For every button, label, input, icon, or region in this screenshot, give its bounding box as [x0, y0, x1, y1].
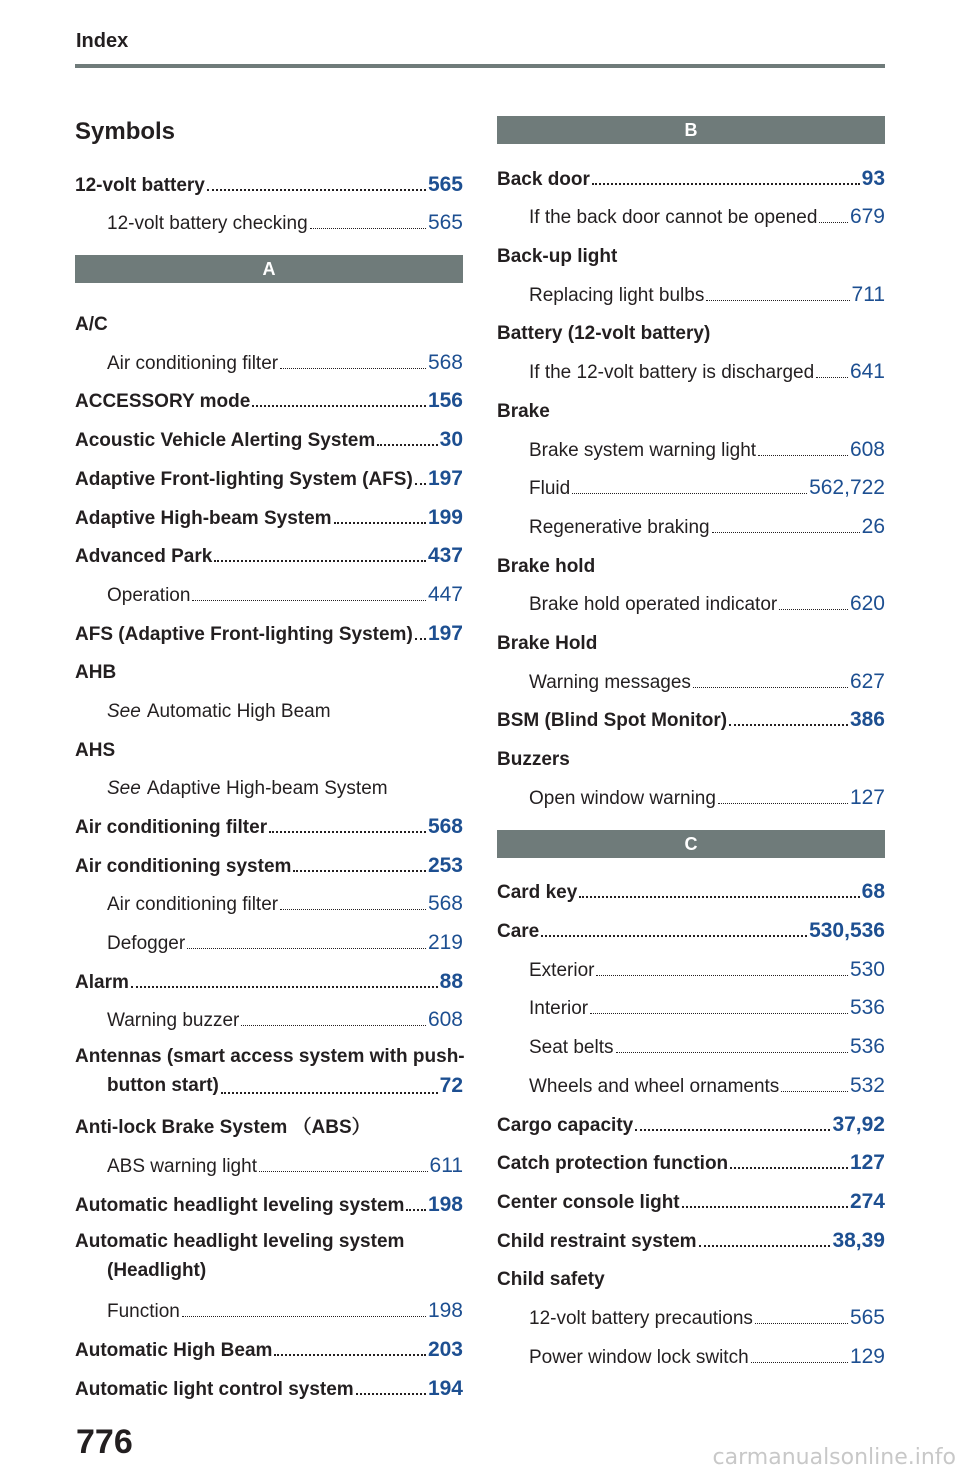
entry-term: AHB	[75, 662, 117, 684]
page-number: 776	[76, 1423, 133, 1461]
entry-page-link[interactable]: 530	[849, 957, 885, 981]
index-entry	[497, 500, 885, 539]
dot-leader	[730, 1167, 848, 1169]
a-entries	[75, 297, 463, 1400]
dot-leader	[280, 909, 426, 910]
index-entry	[497, 1020, 885, 1059]
entry-term: Advanced Park	[75, 546, 213, 568]
watermark: carmanualsonline.info	[712, 1445, 956, 1470]
entry-page-link[interactable]: 608	[849, 437, 885, 461]
entry-page-link[interactable]: 536	[849, 996, 885, 1020]
entry-term: Adaptive Front-lighting System (AFS)	[75, 468, 413, 490]
entry-term: AHS	[75, 739, 116, 761]
index-entry	[75, 1139, 463, 1178]
entry-page-link[interactable]: 530,536	[809, 919, 885, 943]
entry-page-link[interactable]: 568	[427, 892, 463, 916]
entry-term: If the 12-volt battery is discharged	[529, 362, 815, 384]
dot-leader	[693, 687, 848, 688]
entry-page-link[interactable]: 93	[861, 166, 885, 190]
dot-leader	[729, 724, 848, 726]
entry-term: Alarm	[75, 971, 129, 993]
index-entry	[497, 152, 885, 191]
entry-page-link[interactable]: 219	[427, 931, 463, 955]
index-entry	[75, 375, 463, 414]
index-entry	[497, 578, 885, 617]
entry-term: A/C	[75, 314, 108, 336]
dot-leader	[182, 1316, 426, 1317]
dot-leader	[781, 1091, 848, 1092]
dot-leader	[406, 1209, 426, 1211]
entry-term: Brake Hold	[497, 632, 598, 654]
dot-leader	[779, 609, 848, 610]
see-reference: Automatic High Beam	[146, 700, 331, 722]
entry-term: 12-volt battery	[75, 174, 205, 196]
entry-page-link[interactable]: 565	[427, 172, 463, 196]
entry-term: Back-up light	[497, 246, 618, 268]
entry-page-link[interactable]: 386	[849, 708, 885, 732]
see-reference: Adaptive High-beam System	[146, 778, 388, 800]
dot-leader	[377, 444, 437, 446]
index-entry	[497, 384, 885, 423]
index-entry	[497, 539, 885, 578]
index-entry	[497, 345, 885, 384]
entry-term: Child safety	[497, 1269, 605, 1291]
dot-leader	[187, 948, 426, 949]
index-entry	[75, 1323, 463, 1362]
index-entry	[497, 694, 885, 733]
entry-term: AFS (Adaptive Front-lighting System)	[75, 623, 413, 645]
entry-term: Card key	[497, 882, 578, 904]
entry-page-link[interactable]: 562,722	[809, 476, 885, 500]
index-entry	[497, 655, 885, 694]
index-entry	[497, 1330, 885, 1369]
dot-leader	[706, 300, 849, 301]
entry-page-link[interactable]: 72	[439, 1074, 463, 1098]
entry-term: 12-volt battery checking	[107, 213, 308, 235]
entry-page-link[interactable]: 627	[849, 669, 885, 693]
see-label: See	[107, 700, 141, 722]
dot-leader	[192, 600, 426, 601]
index-entry	[75, 568, 463, 607]
entry-page-link[interactable]: 620	[849, 592, 885, 616]
entry-page-link[interactable]: 679	[849, 205, 885, 229]
index-entry	[75, 491, 463, 530]
entry-term: Buzzers	[497, 749, 570, 770]
index-entry	[75, 878, 463, 917]
entry-page-link[interactable]: 611	[429, 1153, 463, 1177]
index-entry	[497, 1214, 885, 1253]
entry-page-link[interactable]: 88	[439, 969, 463, 993]
entry-page-link[interactable]: 198	[427, 1192, 463, 1216]
index-entry	[497, 866, 885, 905]
dot-leader	[259, 1171, 428, 1172]
entry-term: Operation	[107, 584, 191, 606]
entry-term: Open window warning	[529, 787, 716, 809]
dot-leader	[590, 1013, 848, 1014]
entry-page-link[interactable]: 197	[427, 466, 463, 490]
entry-term: Interior	[529, 998, 589, 1020]
entry-term: Automatic High Beam	[75, 1339, 273, 1361]
entry-term: Brake system warning light	[529, 439, 757, 461]
entry-term: Automatic headlight leveling system	[75, 1230, 405, 1252]
page-header-title: Index	[76, 30, 129, 52]
dot-leader	[131, 986, 438, 988]
dot-leader	[269, 831, 426, 833]
index-entry	[75, 1032, 463, 1100]
entry-term: Warning messages	[529, 671, 691, 693]
entry-term: ABS warning light	[107, 1155, 257, 1177]
entry-term: Acoustic Vehicle Alerting System	[75, 430, 376, 452]
entry-page-link[interactable]: 253	[427, 853, 463, 877]
index-entry	[497, 191, 885, 230]
index-entry	[497, 1253, 885, 1292]
entry-term: Back door	[497, 168, 590, 190]
entry-term: Replacing light bulbs	[529, 284, 705, 306]
dot-leader	[596, 975, 847, 976]
entry-term: Anti-lock Brake System （ABS）	[75, 1117, 371, 1139]
entry-page-link[interactable]: 437	[427, 544, 463, 568]
symbols-entries	[75, 158, 463, 235]
letter-bar-c: C	[497, 830, 885, 858]
dot-leader	[592, 183, 860, 185]
dot-leader	[616, 1052, 848, 1053]
dot-leader	[572, 493, 807, 494]
header-rule	[75, 64, 885, 68]
dot-leader	[207, 189, 426, 191]
entry-term: Center console light	[497, 1191, 680, 1213]
entry-term: Battery (12-volt battery)	[497, 323, 711, 345]
index-entry	[497, 1059, 885, 1098]
index-entry	[497, 1175, 885, 1214]
entry-page-link[interactable]: 198	[427, 1299, 463, 1323]
entry-page-link[interactable]: 194	[427, 1376, 463, 1400]
entry-page-link[interactable]: 68	[861, 880, 885, 904]
dot-leader	[415, 638, 426, 640]
entry-page-link[interactable]: 447	[427, 582, 463, 606]
dot-leader	[280, 368, 426, 369]
entry-term: Warning buzzer	[107, 1010, 240, 1032]
index-entry	[497, 943, 885, 982]
dot-leader	[541, 935, 807, 937]
dot-leader	[415, 483, 426, 485]
entry-term: Brake	[497, 400, 550, 422]
dot-leader	[718, 803, 848, 804]
entry-page-link[interactable]: 711	[851, 282, 885, 306]
entry-page-link[interactable]: 129	[849, 1344, 885, 1368]
index-entry	[497, 904, 885, 943]
entry-term: Air conditioning system	[75, 855, 292, 877]
index-entry	[497, 307, 885, 346]
entry-page-link[interactable]: 127	[849, 1151, 885, 1175]
dot-leader	[816, 377, 848, 378]
index-entry	[497, 732, 885, 771]
dot-leader	[751, 1362, 848, 1363]
dot-leader	[310, 228, 426, 229]
index-entry	[497, 616, 885, 655]
entry-page-link[interactable]: 30	[439, 428, 463, 452]
dot-leader	[635, 1129, 830, 1131]
entry-term: Air conditioning filter	[75, 817, 268, 838]
dot-leader	[214, 560, 426, 562]
entry-term: Automatic light control system	[75, 1378, 354, 1400]
index-entry	[75, 1285, 463, 1324]
entry-term: Cargo capacity	[497, 1114, 634, 1136]
entry-term: Power window lock switch	[529, 1346, 749, 1368]
entry-term-continued: button start)	[107, 1075, 219, 1097]
index-entry	[75, 955, 463, 994]
entry-page-link[interactable]: 38,39	[832, 1228, 885, 1252]
letter-bar-a: A	[75, 255, 463, 283]
index-entry	[75, 684, 463, 723]
entry-page-link[interactable]: 608	[427, 1008, 463, 1032]
index-entry	[75, 1362, 463, 1401]
entry-term: Child restraint system	[497, 1230, 697, 1252]
index-entry	[75, 916, 463, 955]
dot-leader	[252, 405, 426, 407]
entry-term-continued: (Headlight)	[107, 1259, 207, 1281]
entry-page-link[interactable]: 568	[427, 815, 463, 838]
entry-term: Exterior	[529, 959, 595, 981]
index-entry	[497, 1098, 885, 1137]
entry-page-link[interactable]: 197	[427, 621, 463, 645]
entry-page-link[interactable]: 127	[849, 785, 885, 809]
entry-page-link[interactable]: 641	[849, 360, 885, 384]
dot-leader	[682, 1206, 848, 1208]
entry-term: Antennas (smart access system with push-	[75, 1046, 465, 1068]
entry-term: Regenerative braking	[529, 516, 710, 538]
dot-leader	[356, 1393, 426, 1395]
entry-term: Air conditioning filter	[107, 894, 279, 916]
entry-term: Air conditioning filter	[107, 352, 279, 374]
entry-page-link[interactable]: 26	[861, 514, 885, 538]
dot-leader	[758, 455, 848, 456]
index-entry	[497, 1137, 885, 1176]
entry-term: Fluid	[529, 478, 571, 500]
dot-leader	[579, 896, 859, 898]
index-entry	[75, 197, 463, 236]
dot-leader	[819, 222, 848, 223]
entry-page-link[interactable]: 565	[427, 211, 463, 235]
entry-page-link[interactable]: 199	[427, 505, 463, 529]
index-entry	[75, 994, 463, 1033]
dot-leader	[699, 1245, 831, 1247]
entry-page-link[interactable]: 203	[427, 1337, 463, 1361]
entry-term: Brake hold operated indicator	[529, 594, 778, 616]
index-entry	[75, 336, 463, 375]
index-entry	[75, 839, 463, 878]
entry-term: Automatic headlight leveling system	[75, 1194, 405, 1216]
index-entry	[75, 1178, 463, 1217]
see-label: See	[107, 778, 141, 800]
entry-term: Catch protection function	[497, 1153, 729, 1175]
dot-leader	[293, 870, 426, 872]
index-column-left	[75, 110, 463, 1401]
entry-page-link[interactable]: 532	[849, 1073, 885, 1097]
dot-leader	[241, 1025, 426, 1026]
dot-leader	[274, 1354, 426, 1356]
index-entry	[497, 982, 885, 1021]
entry-term: Wheels and wheel ornaments	[529, 1075, 780, 1097]
index-entry	[497, 771, 885, 810]
entry-term: Adaptive High-beam System	[75, 507, 332, 529]
index-entry	[75, 413, 463, 452]
index-entry	[75, 1100, 463, 1139]
entry-term: BSM (Blind Spot Monitor)	[497, 710, 728, 732]
dot-leader	[712, 532, 860, 533]
entry-term: Function	[107, 1301, 180, 1323]
entry-page-link[interactable]: 274	[849, 1189, 885, 1213]
dot-leader	[221, 1092, 438, 1094]
index-entry	[497, 423, 885, 462]
index-entry	[497, 462, 885, 501]
b-entries	[497, 152, 885, 810]
entry-term: ACCESSORY mode	[75, 391, 251, 413]
section-title-symbols: Symbols	[75, 118, 176, 145]
entry-term: Seat belts	[529, 1037, 614, 1059]
entry-page-link[interactable]: 156	[427, 389, 463, 413]
index-entry	[75, 1217, 463, 1285]
entry-term: Care	[497, 921, 540, 943]
entry-term: Brake hold	[497, 555, 596, 577]
entry-term: 12-volt battery precautions	[529, 1307, 753, 1329]
c-entries	[497, 866, 885, 1369]
index-entry	[75, 762, 463, 801]
dot-leader	[755, 1323, 848, 1324]
letter-bar-b: B	[497, 116, 885, 144]
index-entry	[75, 646, 463, 685]
index-entry	[75, 530, 463, 569]
index-entry	[497, 229, 885, 268]
entry-page-link[interactable]: 565	[849, 1305, 885, 1329]
index-column-right	[497, 116, 885, 1369]
entry-page-link[interactable]: 568	[427, 350, 463, 374]
index-entry	[497, 268, 885, 307]
index-entry	[75, 452, 463, 491]
index-entry	[497, 1291, 885, 1330]
index-entry	[75, 723, 463, 762]
index-entry	[75, 800, 463, 839]
index-entry	[75, 607, 463, 646]
entry-page-link[interactable]: 536	[849, 1035, 885, 1059]
dot-leader	[334, 522, 426, 524]
index-entry	[75, 297, 463, 336]
entry-term: Defogger	[107, 933, 186, 955]
index-entry	[75, 158, 463, 197]
entry-term: If the back door cannot be opened	[529, 207, 818, 229]
entry-page-link[interactable]: 37,92	[832, 1112, 885, 1136]
